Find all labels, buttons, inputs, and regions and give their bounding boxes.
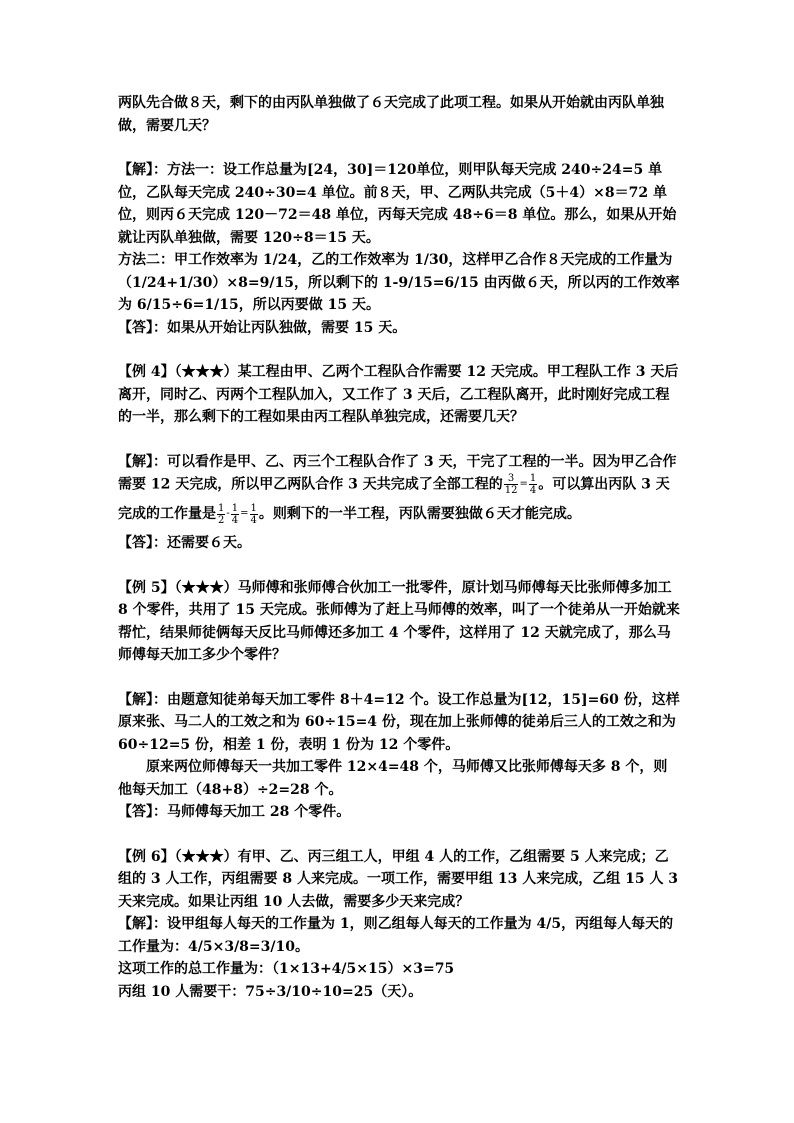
fraction-3-12 xyxy=(504,473,519,496)
equals-sign: = xyxy=(240,508,249,519)
fraction-denominator: 4 xyxy=(231,514,239,526)
example-5-question: 【例 5】（★★★）马师傅和张师傅合伙加工一批零件，原计划马师傅每天比张师傅多加工 8 个零件，共用了 15 天完成。张师傅为了赶上马师傅的效率，叫了一个徒弟从一开始就来帮忙，结果师徒俩每天反比马师傅还多加工 4 个零件，这样用了 12 天就完成了，那么马师傅每天加工多少个零件？ xyxy=(118,579,680,663)
example-4-solution-part1: 【解】：可以看作是甲、乙、丙三个工程队合作了 3 天，干完了工程的一半。因为甲乙合作需要 12 天完成，所以甲乙两队合作 3 天共完成了全部工程的 xyxy=(118,453,677,493)
problem-3-text: 两队先合做８天，剩下的由丙队单独做了６天完成了此项工程。如果从开始就由丙队单独做，需要几天？ xyxy=(118,95,664,134)
fraction-1-4 xyxy=(250,503,258,526)
answer-3: 【答】：如果从开始让丙队独做，需要 15 天。 xyxy=(118,319,407,336)
answer-4: 【答】：还需要６天。 xyxy=(118,535,251,551)
example-6-total-work: 这项工作的总工作量为：（1×13+4/5×15）×3=75 xyxy=(118,961,455,977)
answer-5: 【答】：马师傅每天加工 28 个零件。 xyxy=(118,804,351,820)
example-4-solution-part2: 。可以算出丙队 3 天 xyxy=(538,476,670,493)
example-6-solution: 【解】：设甲组每人每天的工作量为 1，则乙组每人每天的工作量为 4/5，丙组每人每天的工作量为：4/5×3/8=3/10。 xyxy=(118,916,674,955)
fraction-denominator: 12 xyxy=(504,485,518,496)
example-6-question: 【例 6】（★★★）有甲、乙、丙三组工人，甲组 4 人的工作，乙组需要 5 人来完成；乙组的 3 人工作，丙组需要 8 人来完成。一项工作，需要甲组 13 人来完成，乙组 15 人 3 天来完成。如果让丙组 10 人去做，需要多少天来完成？ xyxy=(118,848,679,910)
document-page xyxy=(118,92,680,1003)
example-4-solution-part3: 完成的工作量是 xyxy=(118,506,216,522)
fraction-numerator: 1 xyxy=(231,502,239,514)
fraction-numerator: 3 xyxy=(504,473,519,485)
fraction-denominator: 2 xyxy=(218,514,225,526)
fraction-numerator: 1 xyxy=(250,502,257,514)
example-4-question: 【例 4】（★★★）某工程由甲、乙两个工程队合作需要 12 天完成。甲工程队工作 3 天后离开，同时乙、丙两个工程队加入，又工作了 3 天后，乙工程队离开，此时刚好完成工程的一半，那么剩下的工程如果由丙工程队单独完成，还需要几天？ xyxy=(118,364,679,425)
fraction-1-4 xyxy=(529,473,537,496)
example-4-solution-line2 xyxy=(118,496,680,532)
spacer xyxy=(118,137,680,159)
spacer xyxy=(118,667,680,689)
spacer xyxy=(118,429,680,451)
spacer xyxy=(118,555,680,577)
solution-3-method-1: 【解】：方法一：设工作总量为[24，30]＝120单位，则甲队每天完成 240÷24=5 单位，乙队每天完成 240÷30=4 单位。前８天，甲、乙两队共完成（5＋4）×8＝72 单位，则丙６天完成 120－72＝48 单位，丙每天完成 48÷6＝8 单位。那么，如果从开始就让丙队单独做，需要 120÷8＝15 天。 xyxy=(118,162,677,246)
example-5-solution: 【解】：由题意知徒弟每天加工零件 8＋4=12 个。设工作总量为[12，15]=60 份，这样原来张、马二人的工效之和为 60÷15=4 份，现在加上张师傅的徒弟后三人的工效之和为 60÷12=5 份，相差 1 份，表明 1 份为 12 个零件。 xyxy=(118,691,680,753)
fraction-1-2 xyxy=(217,503,225,526)
fraction-denominator: 4 xyxy=(250,514,257,526)
equals-sign: = xyxy=(519,478,528,490)
fraction-numerator: 1 xyxy=(218,502,225,514)
solution-3-method-2: 方法二：甲工作效率为 1/24，乙的工作效率为 1/30，这样甲乙合作８天完成的工作量为（1/24+1/30）×8=9/15，所以剩下的 1-9/15=6/15 由丙做６天，所以丙的工作效率为 6/15÷6=1/15，所以丙要做 15 天。 xyxy=(118,252,680,313)
fraction-1-4 xyxy=(231,503,239,526)
spacer xyxy=(118,339,680,361)
example-4-solution-part4: 。则剩下的一半工程，丙队需要独做６天才能完成。 xyxy=(258,506,581,522)
spacer xyxy=(118,824,680,846)
fraction-denominator: 4 xyxy=(529,485,537,496)
example-6-days: 丙组 10 人需要干：75÷3/10÷10=25（天）。 xyxy=(118,983,423,1000)
example-4-solution xyxy=(118,451,680,497)
fraction-numerator: 1 xyxy=(529,473,537,484)
example-5-solution-2: 原来两位师傅每天一共加工零件 12×4=48 个，马师傅又比张师傅每天多 8 个，则他每天加工（48+8）÷2=28 个。 xyxy=(118,759,668,798)
minus-sign: - xyxy=(226,508,230,519)
